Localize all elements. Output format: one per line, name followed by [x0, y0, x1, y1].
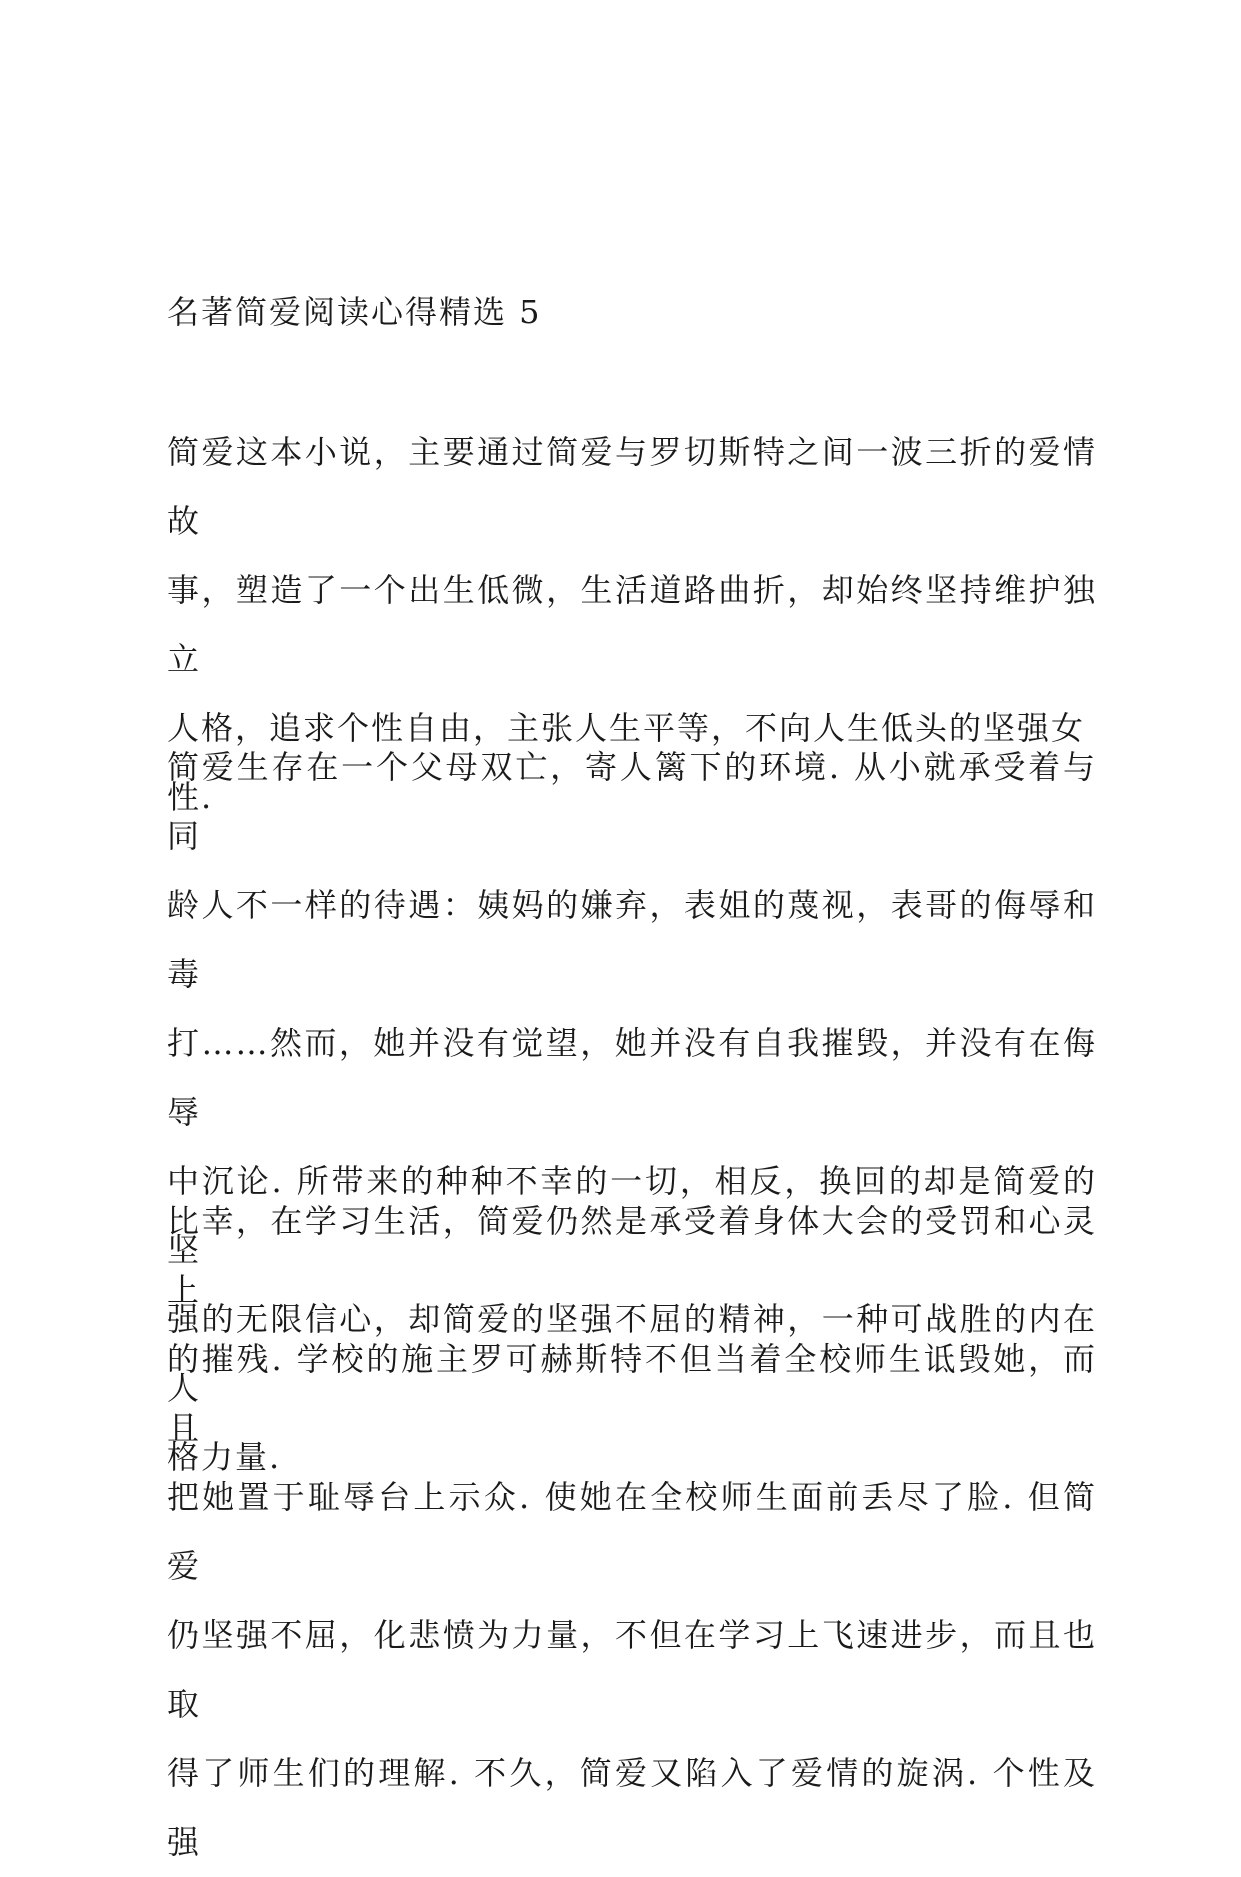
paragraph-2: 简爱生存在一个父母双亡，寄人篱下的环境. 从小就承受着与同 龄人不一样的待遇：姨妈的嫌弃，表姐的蔑视，表哥的侮辱和毒 打……然而，她并没有觉望，她并没有自我摧毁，并没有在侮辱 中沉论. 所带来的种种不幸的一切，相反，换回的却是简爱的坚 强的无限信心，却简爱的坚强不屈的精神，一种可战胜的内在人 格力量.: [167, 748, 1097, 1476]
document-title: 名著简爱阅读心得精选 5: [167, 293, 542, 331]
paragraph-1: 简爱这本小说，主要通过简爱与罗切斯特之间一波三折的爱情故 事，塑造了一个出生低微，生活道路曲折，却始终坚持维护独立 人格，追求个性自由，主张人生平等，不向人生低头的坚强女 性.: [167, 433, 1097, 816]
paragraph-3: 比幸，在学习生活，简爱仍然是承受着身体大会的受罚和心灵上 的摧残. 学校的施主罗可赫斯特不但当着全校师生诋毁她，而且 把她置于耻辱台上示众. 使她在全校师生面前丢尽了脸. 但简爱 仍坚强不屈，化悲愤为力量，不但在学习上飞速进步，而且也取 得了师生们的理解. 不久，简爱又陷入了爱情的旋涡. 个性及强: [167, 1202, 1097, 1861]
